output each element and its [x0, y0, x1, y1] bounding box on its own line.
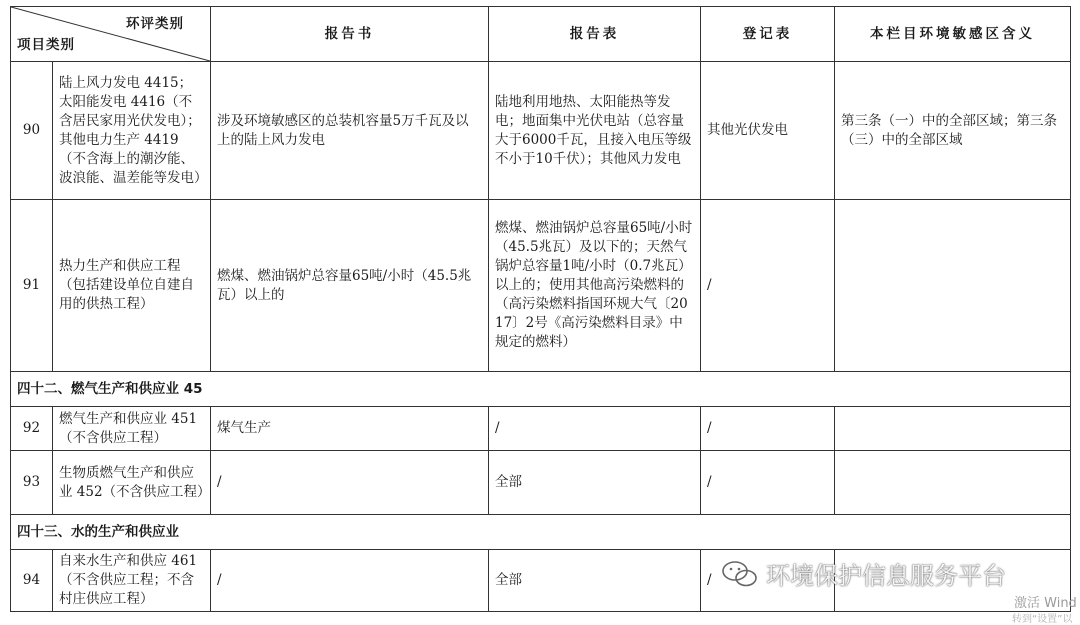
activate-windows-notice: 激活 Wind	[1014, 596, 1077, 611]
diagonal-header-cell	[11, 7, 211, 62]
diag-top-label: 环评类别	[126, 16, 184, 32]
section-title-43: 四十三、水的生产和供应业	[11, 515, 1071, 550]
row-report-book: /	[211, 451, 489, 515]
row-category: 自来水生产和供应 461（不含供应工程；不含村庄供应工程）	[53, 550, 211, 612]
col-report-book: 报告书	[211, 7, 489, 62]
table-row	[11, 200, 1071, 372]
row-report-table: 陆地利用地热、太阳能热等发电；地面集中光伏电站（总容量大于6000千瓦，且接入电压等级不小于10千伏）；其他风力发电	[489, 62, 701, 200]
row-category: 热力生产和供应工程（包括建设单位自建自用的供热工程）	[53, 200, 211, 372]
table-row	[11, 407, 1071, 451]
row-number: 93	[11, 451, 53, 515]
row-register: /	[701, 451, 835, 515]
section-title-42: 四十二、燃气生产和供应业 45	[11, 372, 1071, 407]
watermark-text: 环境保护信息服务平台	[766, 562, 1006, 590]
col-report-table: 报告表	[489, 7, 701, 62]
section-row	[11, 515, 1071, 550]
row-category: 陆上风力发电 4415；太阳能发电 4416（不含居民家用光伏发电）；其他电力生产 4419（不含海上的潮汐能、波浪能、温差能等发电）	[53, 62, 211, 200]
wechat-icon	[720, 559, 760, 589]
activate-windows-subnotice: 转到“设置”以	[1012, 614, 1073, 625]
row-sensitive	[835, 451, 1071, 515]
col-register: 登记表	[701, 7, 835, 62]
watermark	[720, 556, 1006, 591]
row-report-book: 涉及环境敏感区的总装机容量5万千瓦及以上的陆上风力发电	[211, 62, 489, 200]
eia-classification-table	[10, 6, 1071, 612]
row-sensitive	[835, 200, 1071, 372]
row-report-table: 全部	[489, 451, 701, 515]
section-row	[11, 372, 1071, 407]
row-report-book: /	[211, 550, 489, 612]
row-report-table: 全部	[489, 550, 701, 612]
row-number: 91	[11, 200, 53, 372]
table-row	[11, 62, 1071, 200]
row-register: /	[701, 550, 835, 612]
row-number: 90	[11, 62, 53, 200]
header-row	[11, 7, 1071, 62]
row-number: 92	[11, 407, 53, 451]
diag-bottom-label: 项目类别	[17, 37, 75, 53]
row-sensitive: 第三条（一）中的全部区域；第三条（三）中的全部区域	[835, 62, 1071, 200]
row-register: /	[701, 407, 835, 451]
row-register: 其他光伏发电	[701, 62, 835, 200]
table-row	[11, 451, 1071, 515]
row-report-table: /	[489, 407, 701, 451]
row-category: 燃气生产和供应业 451（不含供应工程）	[53, 407, 211, 451]
row-report-book: 煤气生产	[211, 407, 489, 451]
row-report-table: 燃煤、燃油锅炉总容量65吨/小时（45.5兆瓦）及以下的；天然气锅炉总容量1吨/小时（0.7兆瓦）以上的；使用其他高污染燃料的（高污染燃料指国环规大气〔2017〕2号《高污染燃料目录》中规定的燃料）	[489, 200, 701, 372]
row-register: /	[701, 200, 835, 372]
row-sensitive	[835, 407, 1071, 451]
col-sensitive: 本栏目环境敏感区含义	[835, 7, 1071, 62]
row-category: 生物质燃气生产和供应业 452（不含供应工程）	[53, 451, 211, 515]
row-number: 94	[11, 550, 53, 612]
row-report-book: 燃煤、燃油锅炉总容量65吨/小时（45.5兆瓦）以上的	[211, 200, 489, 372]
